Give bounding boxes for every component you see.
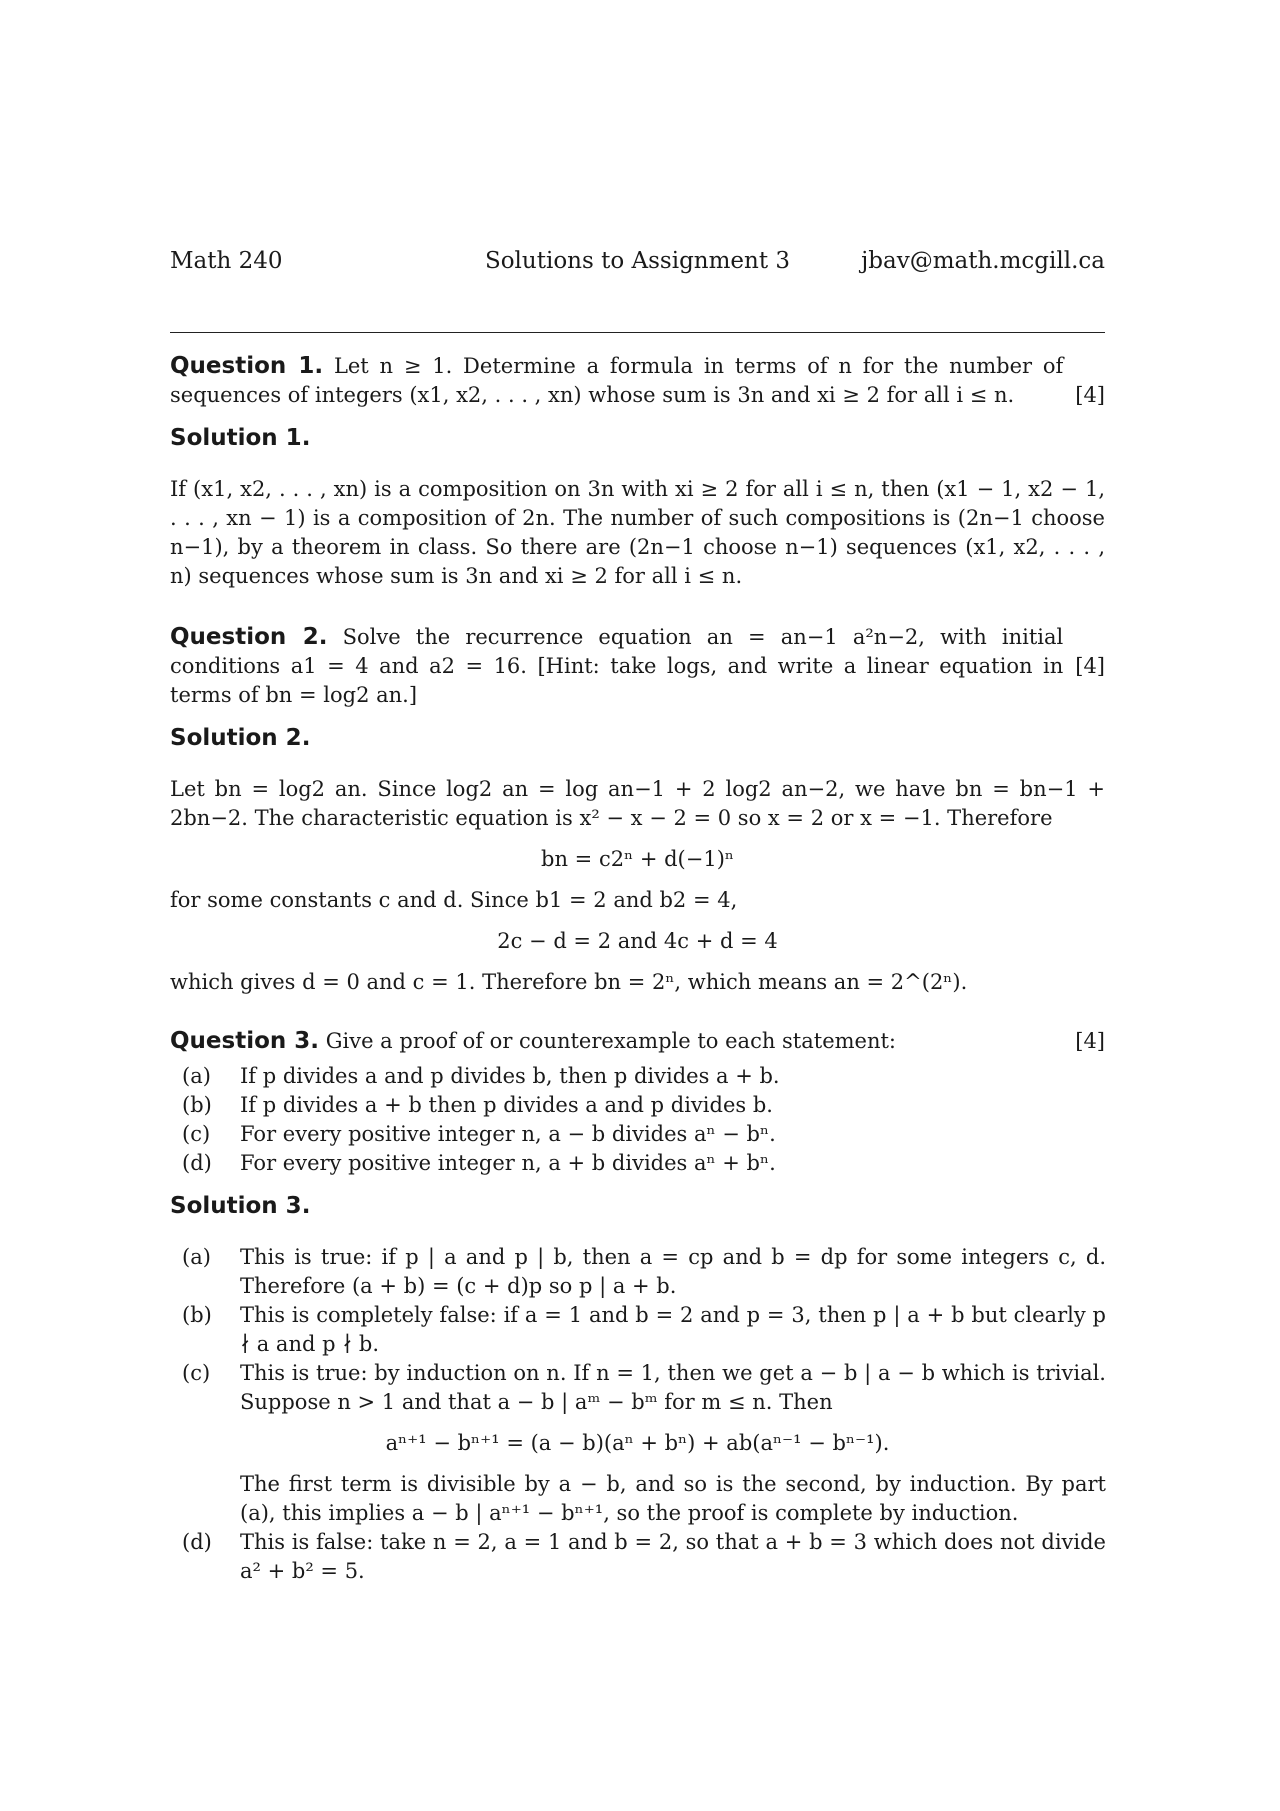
item-label: (d): [182, 1530, 212, 1554]
solution-2-paragraph-2: for some constants c and d. Since b1 = 2 and b2 = 4,: [170, 888, 738, 912]
solution-2-paragraph-3: which gives d = 0 and c = 1. Therefore bn = 2ⁿ, which means an = 2^(2ⁿ).: [170, 970, 968, 994]
course-name: Math 240: [170, 248, 283, 274]
question-3: [170, 1027, 1105, 1056]
item-label: (b): [182, 1303, 212, 1327]
solution-item: [170, 1243, 1105, 1301]
solution-3-items: [170, 1243, 1105, 1586]
solution-item: [170, 1359, 1105, 1528]
solution-item: [170, 1528, 1105, 1586]
question-2: [170, 623, 1105, 710]
question-3-statements: [170, 1062, 1105, 1178]
question-1: [170, 352, 1105, 410]
question-1-mark: [4]: [1075, 383, 1105, 407]
document-body: [170, 352, 1105, 1586]
item-text: This is true: by induction on n. If n = 1, then we get a − b | a − b which is trivial. Suppose n > 1 and that a − b | aᵐ − bᵐ for m ≤ n. Then: [240, 1361, 1106, 1414]
item-text: This is false: take n = 2, a = 1 and b = 2, so that a + b = 3 which does not divide a² + b² = 5.: [240, 1530, 1106, 1583]
solution-2-equation-1: bn = c2ⁿ + d(−1)ⁿ: [541, 847, 734, 871]
item-text: For every positive integer n, a + b divides aⁿ + bⁿ.: [240, 1151, 776, 1175]
question-2-mark: [4]: [1075, 654, 1105, 678]
question-2-text: Solve the recurrence equation an = an−1 a²n−2, with initial conditions a1 = 4 and a2 = 16. [Hint: take logs, and write a linear equation in terms of bn = log2 an.]: [170, 625, 1064, 707]
question-3-label: Question 3.: [170, 1028, 320, 1054]
item-label: (d): [182, 1151, 212, 1175]
question-1-text: Let n ≥ 1. Determine a formula in terms of n for the number of sequences of integers (x1, x2, . . . , xn) whose sum is 3n and xi ≥ 2 for all i ≤ n.: [170, 354, 1064, 407]
question-1-label: Question 1.: [170, 353, 324, 379]
statement-item: [170, 1149, 1105, 1178]
solution-2-equation-2: 2c − d = 2 and 4c + d = 4: [497, 929, 778, 953]
item-text: This is true: if p | a and p | b, then a = cp and b = dp for some integers c, d. Therefore (a + b) = (c + d)p so p | a + b.: [240, 1245, 1106, 1298]
solution-item: [170, 1301, 1105, 1359]
item-label: (b): [182, 1093, 212, 1117]
document-title: Solutions to Assignment 3: [484, 248, 791, 274]
item-text: If p divides a and p divides b, then p divides a + b.: [240, 1064, 780, 1088]
item-label: (a): [182, 1064, 211, 1088]
solution-1-label: Solution 1.: [170, 425, 311, 451]
question-3-mark: [4]: [1075, 1029, 1105, 1053]
solution-3-label: Solution 3.: [170, 1193, 311, 1219]
item-label: (a): [182, 1245, 211, 1269]
solution-2-label: Solution 2.: [170, 725, 311, 751]
solution-1-text: If (x1, x2, . . . , xn) is a composition on 3n with xi ≥ 2 for all i ≤ n, then (x1 − 1, x2 − 1, . . . , xn − 1) is a composition of 2n. The number of such compositions is (2n−1 choose n−1), by a theorem in class. So there are (2n−1 choose n−1) sequences (x1, x2, . . . , n) sequences whose sum is 3n and xi ≥ 2 for all i ≤ n.: [170, 477, 1105, 588]
question-2-label: Question 2.: [170, 624, 328, 650]
solution-3c-equation: aⁿ⁺¹ − bⁿ⁺¹ = (a − b)(aⁿ + bⁿ) + ab(aⁿ⁻¹ − bⁿ⁻¹).: [385, 1431, 890, 1455]
item-label: (c): [182, 1361, 211, 1385]
page-header: [170, 248, 1105, 278]
item-text: This is completely false: if a = 1 and b = 2 and p = 3, then p | a + b but clearly p ∤ a and p ∤ b.: [240, 1303, 1106, 1356]
solution-2-paragraph-1: Let bn = log2 an. Since log2 an = log an−1 + 2 log2 an−2, we have bn = bn−1 + 2bn−2. The characteristic equation is x² − x − 2 = 0 so x = 2 or x = −1. Therefore: [170, 777, 1105, 830]
solution-3c-tail: The first term is divisible by a − b, and so is the second, by induction. By part (a), this implies a − b | aⁿ⁺¹ − bⁿ⁺¹, so the proof is complete by induction.: [240, 1472, 1106, 1525]
statement-item: [170, 1091, 1105, 1120]
item-text: If p divides a + b then p divides a and p divides b.: [240, 1093, 773, 1117]
question-3-text: Give a proof of or counterexample to each statement:: [325, 1029, 897, 1053]
header-rule: [170, 332, 1105, 333]
item-text: For every positive integer n, a − b divides aⁿ − bⁿ.: [240, 1122, 776, 1146]
statement-item: [170, 1062, 1105, 1091]
item-label: (c): [182, 1122, 211, 1146]
statement-item: [170, 1120, 1105, 1149]
author-email: jbav@math.mcgill.ca: [861, 248, 1105, 274]
